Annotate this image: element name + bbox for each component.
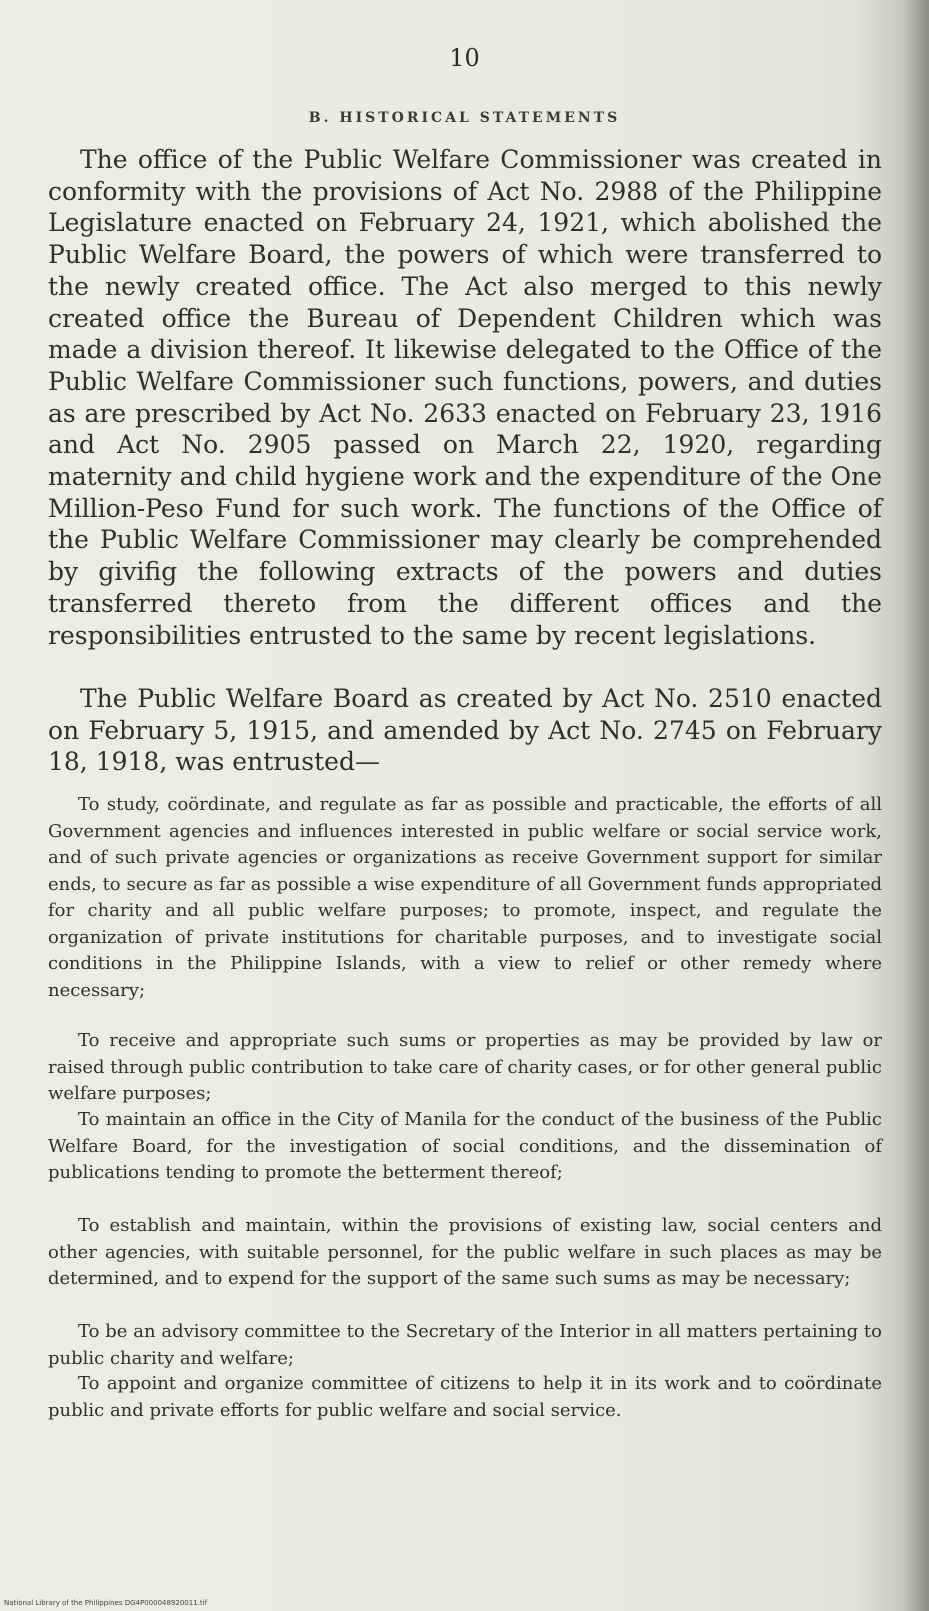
paragraph-2: The Public Welfare Board as created by Act No. 2510 enacted on February 5, 1915, and amended by Act No. 2745 on February 18, 1918, was entrusted— — [48, 684, 882, 777]
section-heading: B. HISTORICAL STATEMENTS — [308, 110, 621, 126]
quoted-power-5: To be an advisory committee to the Secretary of the Interior in all matters pertaining to public charity and welfare; — [48, 1321, 882, 1369]
page-number: 10 — [449, 44, 480, 72]
quoted-power-3: To maintain an office in the City of Manila for the conduct of the business of the Public Welfare Board, for the investigation of social conditions, and the dissemination of publications tending to promote the betterment thereof; — [48, 1109, 882, 1183]
quoted-power-2: To receive and appropriate such sums or properties as may be provided by law or raised through public contribution to take care of charity cases, or for other general public welfare purposes; — [48, 1030, 882, 1104]
scan-footer-note: National Library of the Philippines DG4P000048920011.tif — [4, 1599, 208, 1607]
paragraph-1: The office of the Public Welfare Commissioner was created in conformity with the provisions of Act No. 2988 of the Philippine Legislature enacted on February 24, 1921, which abolished the Public Welfare Board, the powers of which were transferred to the newly created office. The Act also merged to this newly created office the Bureau of Dependent Children which was made a division thereof. It likewise delegated to the Office of the Public Welfare Commissioner such functions, powers, and duties as are prescribed by Act No. 2633 enacted on February 23, 1916 and Act No. 2905 passed on March 22, 1920, regarding maternity and child hygiene work and the expenditure of the One Million-Peso Fund for such work. The functions of the Office of the Public Welfare Commissioner may clearly be comprehended by givifig the following extracts of the powers and duties transferred thereto from the different offices and the responsibilities entrusted to the same by recent legislations. — [48, 145, 882, 650]
quoted-power-6: To appoint and organize committee of citizens to help it in its work and to coördinate public and private efforts for public welfare and social service. — [48, 1373, 882, 1421]
quoted-power-4: To establish and maintain, within the provisions of existing law, social centers and other agencies, with suitable personnel, for the public welfare in such places as may be determined, and to expend for the support of the same such sums as may be necessary; — [48, 1215, 882, 1289]
quoted-power-1: To study, coördinate, and regulate as far as possible and practicable, the efforts of all Government agencies and influences interested in public welfare or social service work, and of such private agencies or organizations as receive Government support for similar ends, to secure as far as possible a wise expenditure of all Government funds appropriated for charity and all public welfare purposes; to promote, inspect, and regulate the organization of private institutions for charitable purposes, and to investigate social conditions in the Philippine Islands, with a view to relief or other remedy where necessary; — [48, 794, 882, 1001]
